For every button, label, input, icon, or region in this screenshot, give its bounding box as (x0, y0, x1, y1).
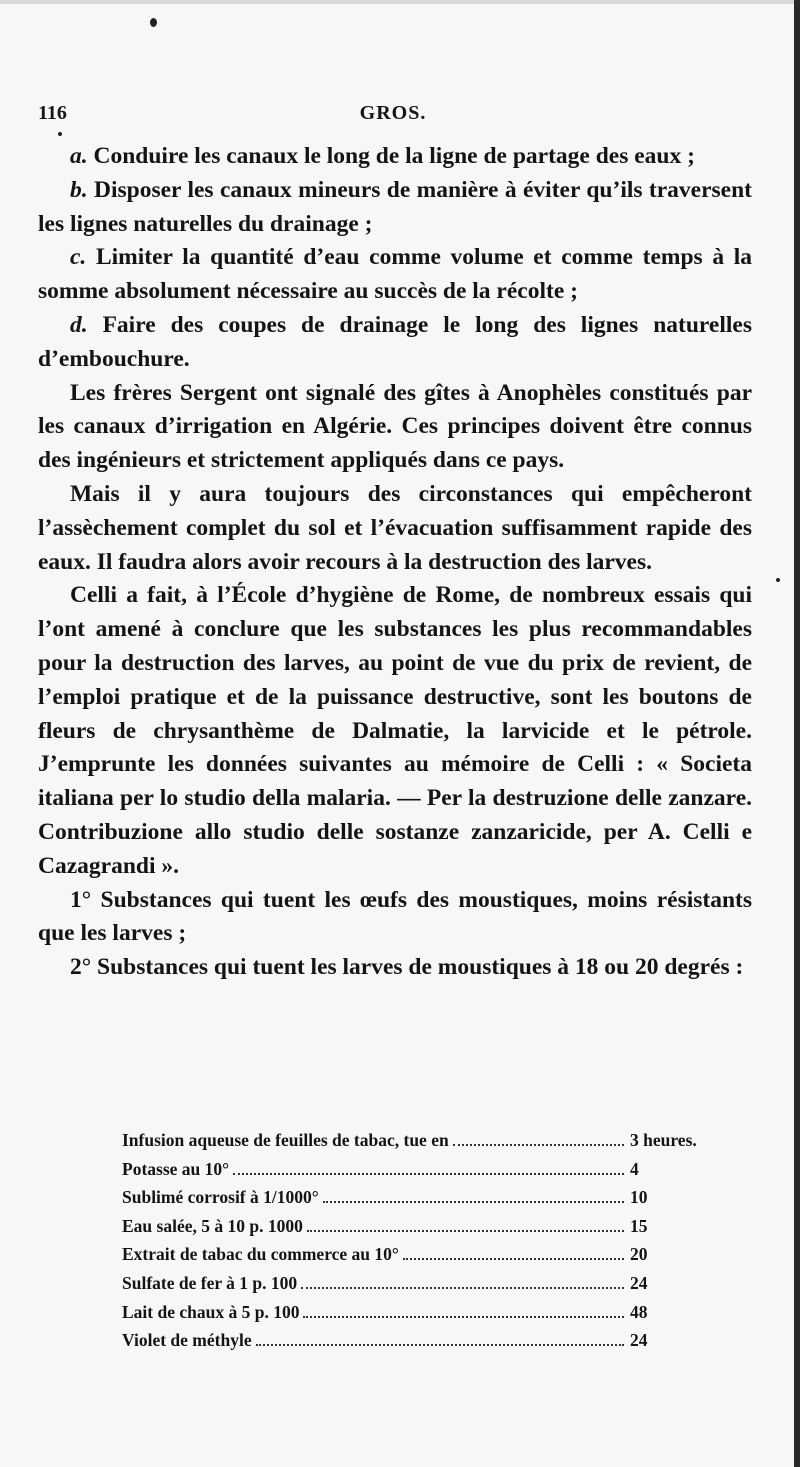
leader-dots (307, 1230, 624, 1232)
paragraph: Mais il y aura toujours des circonstances qui empêcheront l’assèchement complet du sol et l’évacuation suffisamment rapide des eaux. Il faudra alors avoir recours à la destruction des larves. (38, 480, 752, 575)
substance-label: Eau salée, 5 à 10 p. 1000 (122, 1215, 303, 1236)
leader-dots (453, 1144, 624, 1146)
table-row (122, 1240, 710, 1269)
substance-value: 3 heures. (630, 1130, 697, 1150)
substance-label: Sulfate de fer à 1 p. 100 (122, 1272, 298, 1293)
substance-label: Potasse au 10° (122, 1158, 230, 1179)
substance-value: 10 (630, 1187, 648, 1208)
list-item-a (38, 140, 752, 174)
substance-value: 24 (630, 1330, 648, 1351)
table-row (122, 1298, 710, 1327)
leader-dots (323, 1201, 624, 1203)
item-text: Limiter la quantité d’eau comme volume et comme temps à la somme absolument nécessaire au succès de la récolte ; (38, 244, 752, 305)
substance-label: Sublimé corrosif à 1/1000° (122, 1187, 319, 1208)
item-text: Faire des coupes de drainage le long des lignes naturelles d’embouchure. (38, 311, 752, 372)
paragraph: 1° Substances qui tuent les œufs des moustiques, moins résistants que les larves ; (38, 886, 752, 947)
item-marker: a. (70, 143, 88, 169)
substance-value: 4 (630, 1158, 639, 1179)
scan-right-edge (794, 0, 800, 1467)
substance-label: Extrait de tabac du commerce au 10° (122, 1244, 399, 1265)
item-marker: c. (70, 244, 87, 271)
leader-dots (256, 1344, 624, 1346)
item-text: Disposer les canaux mineurs de manière à éviter qu’ils traversent les lignes naturelles du drainage ; (38, 176, 752, 237)
substance-label: Violet de méthyle (122, 1330, 252, 1351)
leader-dots (233, 1173, 624, 1175)
ink-speck (776, 578, 780, 582)
substance-value: 20 (630, 1244, 648, 1265)
substance-value: 48 (630, 1301, 648, 1322)
item-marker: d. (70, 311, 88, 338)
paragraph: Celli a fait, à l’École d’hygiène de Rome, de nombreux essais qui l’ont amené à conclure que les substances les plus recommandables pour la destruction des larves, au point de vue du prix de revient, de l’emploi pratique et de la puissance destructive, sont les boutons de fleurs de chrysanthème de Dalmatie, la larvicide et le pétrole. J’emprunte les données suivantes au mémoire de Celli : « Societa italiana per lo studio della malaria. — Per la destruzione delle zanzare. Contribuzione allo studio delle sostanze zanzaricide, per A. Celli e Cazagrandi ». (38, 582, 752, 879)
ink-speck (150, 18, 157, 27)
table-row (122, 1126, 710, 1155)
page-header (38, 102, 748, 128)
leader-dots (301, 1287, 624, 1289)
substance-value: 15 (630, 1215, 648, 1236)
body-text (38, 140, 752, 985)
list-item-d (38, 309, 752, 377)
table-row (122, 1155, 710, 1184)
paragraph: 2° Substances qui tuent les larves de moustiques à 18 ou 20 degrés : (70, 954, 744, 981)
page-number: 116 (38, 102, 67, 124)
running-title: GROS. (359, 102, 427, 124)
substance-label: Lait de chaux à 5 p. 100 (122, 1301, 300, 1322)
substance-label: Infusion aqueuse de feuilles de tabac, tue en (122, 1130, 449, 1150)
leader-dots (403, 1258, 624, 1260)
substance-value: 24 (630, 1272, 648, 1293)
table-row (122, 1326, 710, 1355)
table-row (122, 1269, 710, 1298)
substance-table (122, 1126, 710, 1355)
list-item-c (38, 241, 752, 309)
leader-dots (303, 1316, 624, 1318)
item-marker: b. (70, 176, 88, 203)
list-item-b (38, 174, 752, 242)
table-row (122, 1183, 710, 1212)
paragraph: Les frères Sergent ont signalé des gîtes à Anophèles constitués par les canaux d’irrigation en Algérie. Ces principes doivent être connus des ingénieurs et strictement appliqués dans ce pays. (38, 379, 752, 474)
table-row (122, 1212, 710, 1241)
ink-speck (58, 132, 62, 136)
item-text: Conduire les canaux le long de la ligne de partage des eaux ; (93, 143, 695, 169)
scan-top-edge (0, 0, 800, 4)
